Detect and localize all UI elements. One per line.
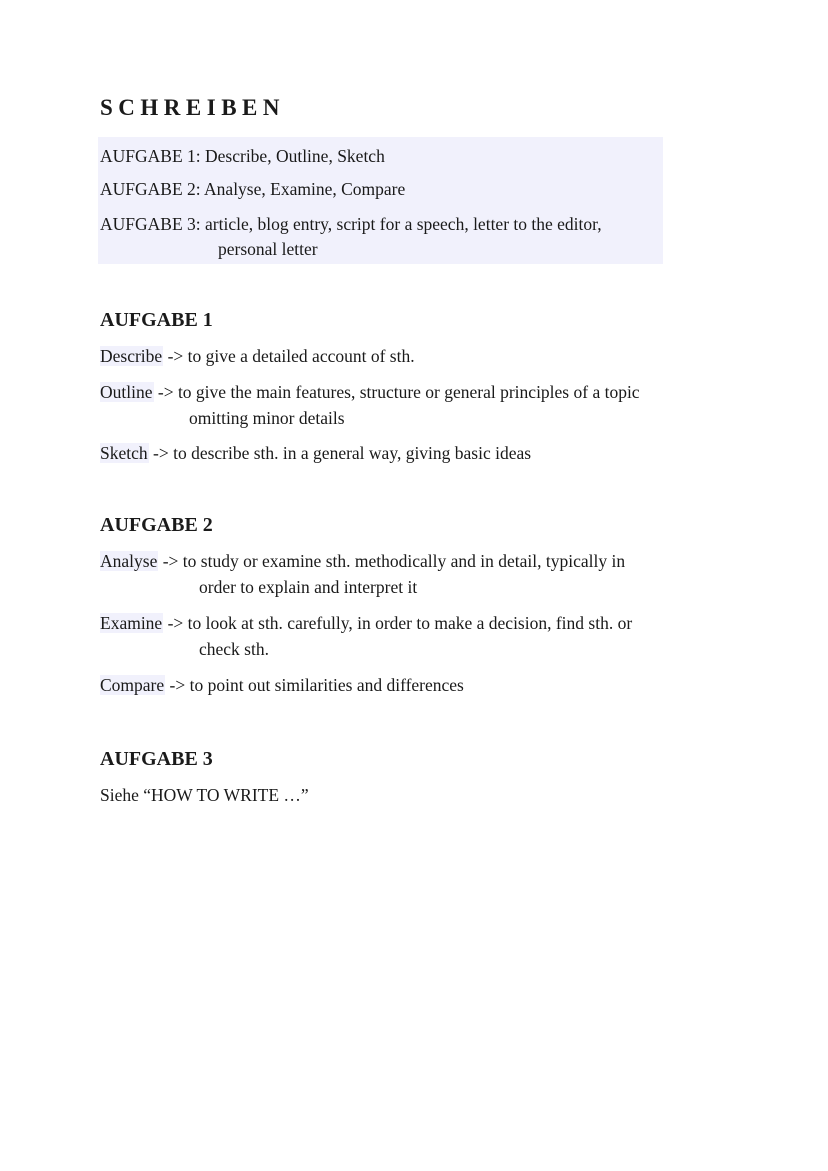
- term-line-analyse: [100, 550, 625, 572]
- definition-analyse: -> to study or examine sth. methodically and in detail, typically in: [158, 551, 626, 571]
- definition-outline-continuation: omitting minor details: [189, 408, 345, 428]
- definition-examine-continuation: check sth.: [199, 639, 269, 659]
- term-analyse: Analyse: [100, 551, 158, 571]
- definition-compare: -> to point out similarities and differences: [165, 675, 464, 695]
- definition-examine: -> to look at sth. carefully, in order to make a decision, find sth. or: [163, 613, 633, 633]
- definition-analyse-continuation: order to explain and interpret it: [199, 577, 418, 597]
- definition-describe: -> to give a detailed account of sth.: [163, 346, 415, 366]
- definition-sketch: -> to describe sth. in a general way, giving basic ideas: [148, 443, 532, 463]
- aufgabe3-reference-text: Siehe “HOW TO WRITE …”: [100, 785, 309, 805]
- aufgabe1-heading: AUFGABE 1: [100, 309, 213, 331]
- term-compare: Compare: [100, 675, 165, 695]
- definition-outline: -> to give the main features, structure or general principles of a topic: [153, 382, 640, 402]
- aufgabe2-heading: AUFGABE 2: [100, 514, 213, 536]
- overview-line-3-continuation: personal letter: [218, 239, 318, 259]
- term-sketch: Sketch: [100, 443, 148, 463]
- overview-box: [98, 137, 663, 264]
- term-outline: Outline: [100, 382, 153, 402]
- term-examine: Examine: [100, 613, 163, 633]
- term-line-examine: [100, 612, 632, 634]
- document-title: SCHREIBEN: [100, 95, 285, 120]
- term-describe: Describe: [100, 346, 163, 366]
- aufgabe3-heading: AUFGABE 3: [100, 748, 213, 770]
- term-line-describe: [100, 345, 415, 367]
- term-line-outline: [100, 381, 640, 403]
- term-line-compare: [100, 674, 464, 696]
- term-line-sketch: [100, 442, 531, 464]
- overview-line-1: AUFGABE 1: Describe, Outline, Sketch: [100, 146, 385, 166]
- overview-line-3: AUFGABE 3: article, blog entry, script for a speech, letter to the editor,: [100, 214, 602, 234]
- overview-line-2: AUFGABE 2: Analyse, Examine, Compare: [100, 179, 406, 199]
